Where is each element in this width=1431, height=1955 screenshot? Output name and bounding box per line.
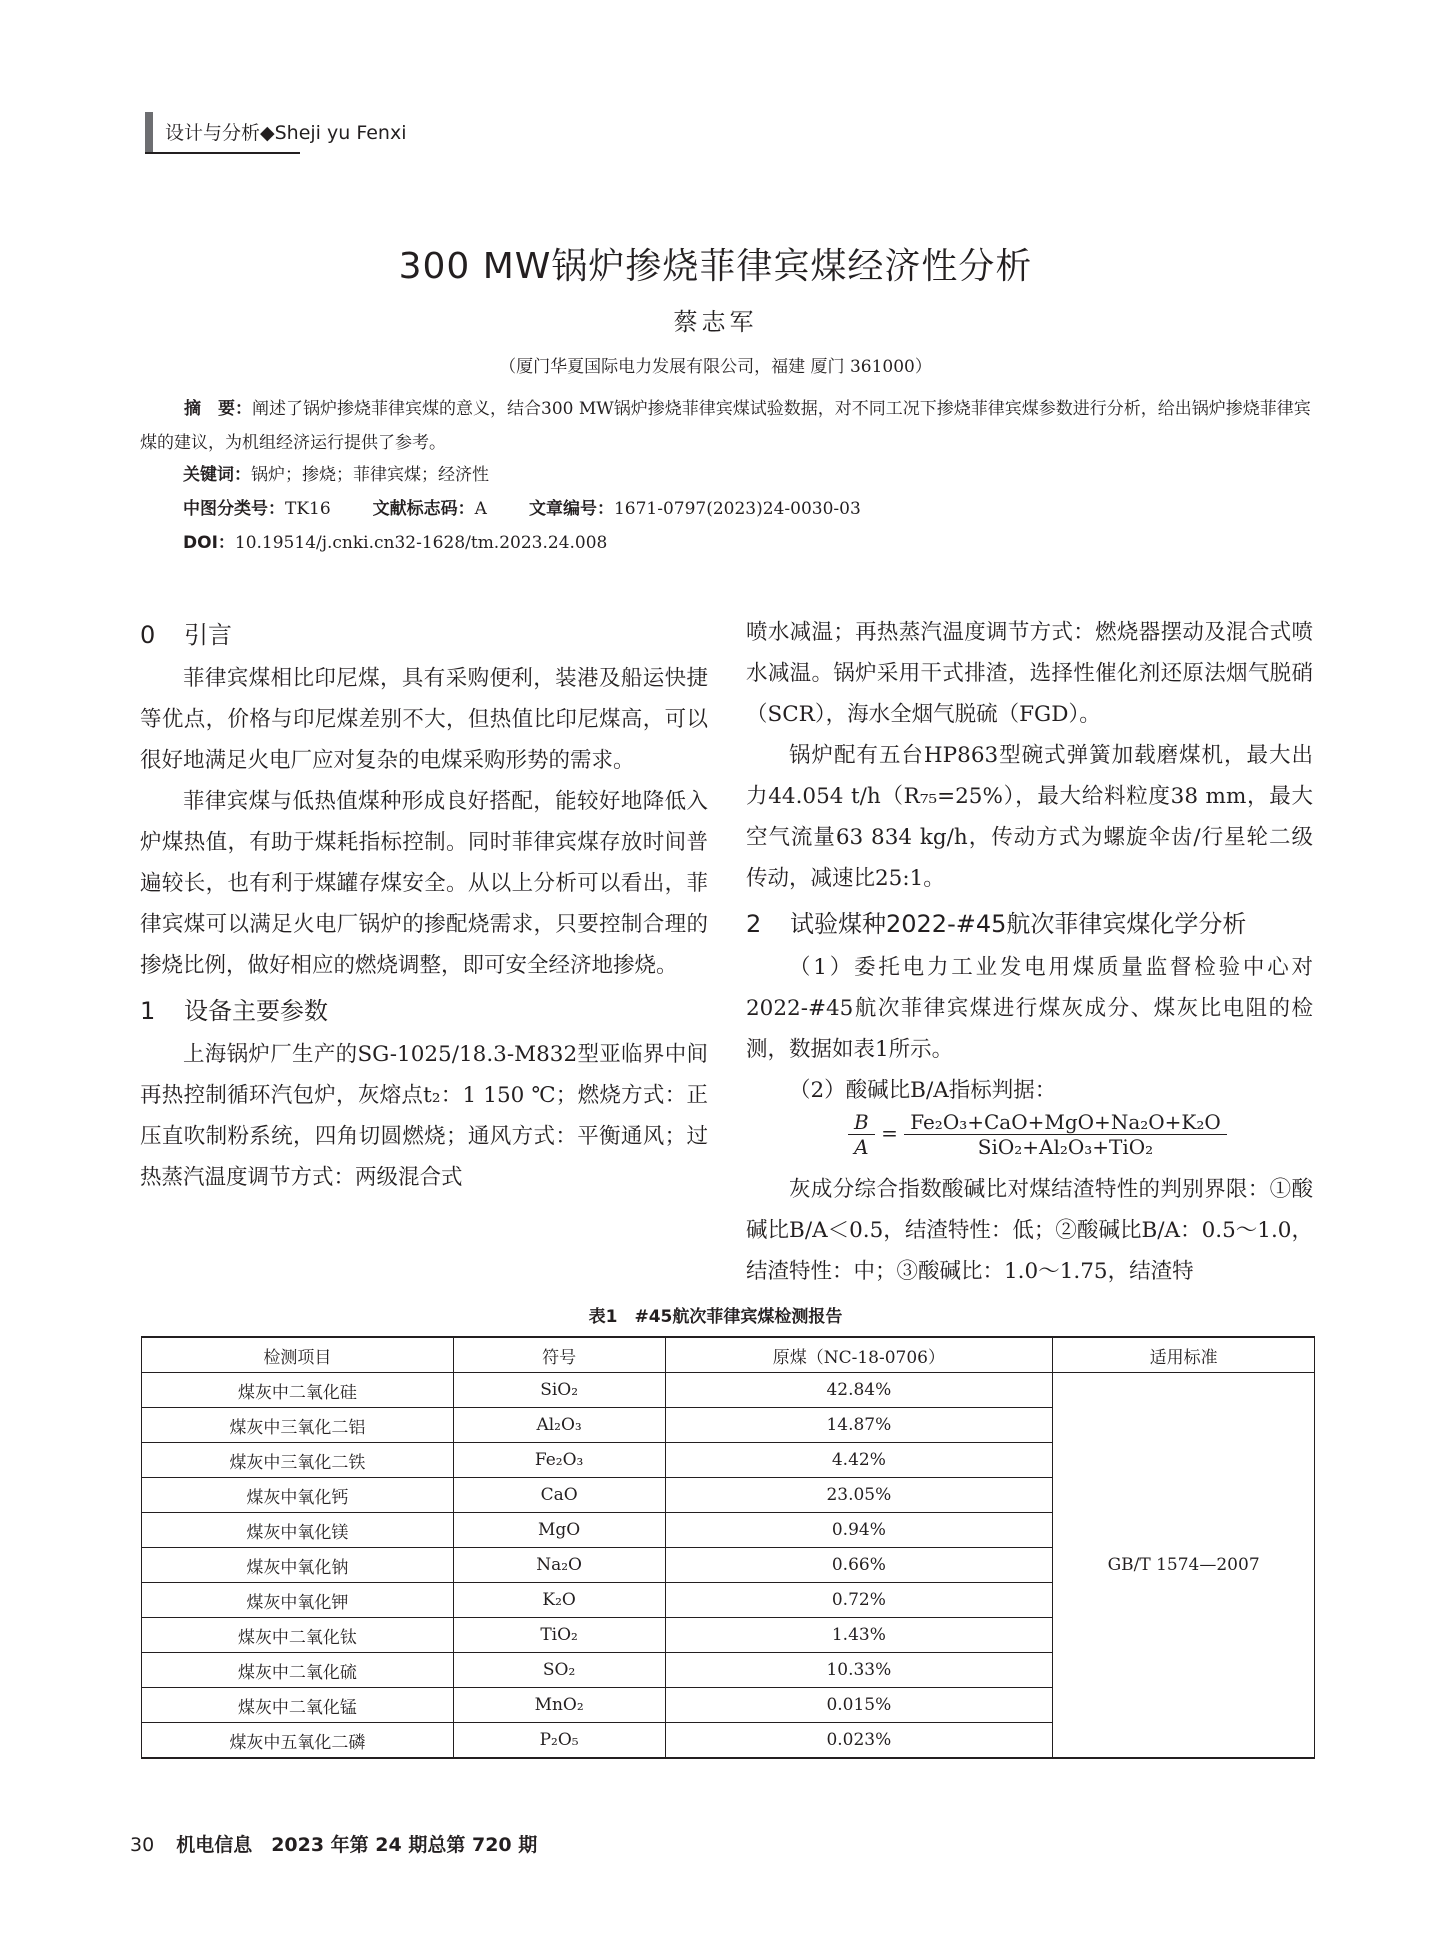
section-0-paragraph-2: 菲律宾煤与低热值煤种形成良好搭配，能较好地降低入炉煤热值，有助于煤耗指标控制。同时菲律宾煤存放时间普遍较长，也有利于煤罐存煤安全。从以上分析可以看出，菲律宾煤可以满足火电厂锅炉的掺配烧需求，只要控制合理的掺烧比例，做好相应的燃烧调整，即可安全经济地掺烧。 bbox=[140, 789, 708, 978]
test-report-table bbox=[141, 1336, 1315, 1759]
section-tag-rule bbox=[145, 152, 300, 154]
cell-value: 10.33% bbox=[665, 1653, 1053, 1688]
clc-label: 中图分类号： bbox=[183, 499, 285, 519]
section-1-title: 设备主要参数 bbox=[184, 997, 328, 1025]
cell-symbol: SO₂ bbox=[453, 1653, 665, 1688]
cell-standard: GB/T 1574—2007 bbox=[1053, 1373, 1315, 1759]
formula-numerator: Fe₂O₃+CaO+MgO+Na₂O+K₂O bbox=[904, 1110, 1227, 1135]
section-1-paragraph-2: 锅炉配有五台HP863型碗式弹簧加载磨煤机，最大出力44.054 t/h（R₇₅=25%），最大给料粒度38 mm，最大空气流量63 834 kg/h，传动方式为螺旋伞齿/行星轮二级传动，减速比25:1。 bbox=[746, 743, 1313, 891]
keywords-text: 锅炉；掺烧；菲律宾煤；经济性 bbox=[251, 465, 489, 485]
formula-lhs-numerator: B bbox=[848, 1110, 875, 1135]
doc-code-label: 文献标志码： bbox=[372, 499, 475, 519]
left-column bbox=[140, 612, 708, 1198]
formula-lhs bbox=[848, 1110, 875, 1159]
section-0-heading bbox=[140, 612, 708, 658]
header-standard: 适用标准 bbox=[1053, 1337, 1315, 1373]
article-affiliation: （厦门华夏国际电力发展有限公司，福建 厦门 361000） bbox=[499, 357, 932, 377]
section-0-title: 引言 bbox=[184, 621, 232, 649]
cell-item: 煤灰中氧化钠 bbox=[142, 1548, 454, 1583]
cell-symbol: MgO bbox=[453, 1513, 665, 1548]
formula-equals: = bbox=[881, 1121, 898, 1145]
keywords-line bbox=[183, 460, 489, 485]
cell-item: 煤灰中氧化镁 bbox=[142, 1513, 454, 1548]
table-row bbox=[142, 1373, 1315, 1408]
section-1-heading bbox=[140, 988, 708, 1034]
acid-base-ratio-formula bbox=[848, 1110, 1227, 1159]
article-title: 300 MW锅炉掺烧菲律宾煤经济性分析 bbox=[398, 246, 1033, 287]
cell-item: 煤灰中二氧化钛 bbox=[142, 1618, 454, 1653]
cell-item: 煤灰中二氧化锰 bbox=[142, 1688, 454, 1723]
classification-line bbox=[183, 494, 861, 519]
abstract-paragraph bbox=[140, 392, 1315, 460]
cell-symbol: SiO₂ bbox=[453, 1373, 665, 1408]
doi-value: 10.19514/j.cnki.cn32-1628/tm.2023.24.008 bbox=[234, 533, 608, 553]
header-item: 检测项目 bbox=[142, 1337, 454, 1373]
section-2-paragraph-2: （2）酸碱比B/A指标判据： bbox=[789, 1078, 1057, 1103]
abstract-label: 摘 要： bbox=[184, 399, 252, 419]
page-footer bbox=[130, 1830, 537, 1857]
cell-item: 煤灰中三氧化二铝 bbox=[142, 1408, 454, 1443]
cell-value: 14.87% bbox=[665, 1408, 1053, 1443]
section-2-heading bbox=[746, 901, 1313, 947]
cell-symbol: Fe₂O₃ bbox=[453, 1443, 665, 1478]
doc-code-value: A bbox=[474, 499, 487, 519]
formula-rhs bbox=[904, 1110, 1227, 1159]
cell-symbol: TiO₂ bbox=[453, 1618, 665, 1653]
formula-lhs-denominator: A bbox=[854, 1135, 869, 1159]
cell-symbol: Al₂O₃ bbox=[453, 1408, 665, 1443]
cell-item: 煤灰中氧化钙 bbox=[142, 1478, 454, 1513]
article-author: 蔡志军 bbox=[673, 308, 758, 336]
cell-item: 煤灰中二氧化硅 bbox=[142, 1373, 454, 1408]
section-0-number: 0 bbox=[140, 621, 156, 649]
cell-symbol: K₂O bbox=[453, 1583, 665, 1618]
abstract-block bbox=[140, 392, 1315, 460]
section-2-number: 2 bbox=[746, 910, 762, 938]
section-0-paragraph-1: 菲律宾煤相比印尼煤，具有采购便利，装港及船运快捷等优点，价格与印尼煤差别不大，但热值比印尼煤高，可以很好地满足火电厂应对复杂的电煤采购形势的需求。 bbox=[140, 666, 708, 773]
cell-item: 煤灰中二氧化硫 bbox=[142, 1653, 454, 1688]
section-2-paragraph-1: （1）委托电力工业发电用煤质量监督检验中心对2022-#45航次菲律宾煤进行煤灰成分、煤灰比电阻的检测，数据如表1所示。 bbox=[746, 955, 1313, 1062]
header-symbol: 符号 bbox=[453, 1337, 665, 1373]
journal-info: 机电信息 2023 年第 24 期总第 720 期 bbox=[176, 1834, 538, 1856]
header-raw-coal: 原煤（NC-18-0706） bbox=[665, 1337, 1053, 1373]
page-number: 30 bbox=[130, 1834, 155, 1856]
cell-item: 煤灰中五氧化二磷 bbox=[142, 1723, 454, 1759]
abstract-text: 阐述了锅炉掺烧菲律宾煤的意义，结合300 MW锅炉掺烧菲律宾煤试验数据，对不同工况下掺烧菲律宾煤参数进行分析，给出锅炉掺烧菲律宾煤的建议，为机组经济运行提供了参考。 bbox=[140, 399, 1311, 453]
article-no-value: 1671-0797(2023)24-0030-03 bbox=[613, 499, 861, 519]
cell-value: 1.43% bbox=[665, 1618, 1053, 1653]
section-1-number: 1 bbox=[140, 997, 156, 1025]
cell-symbol: CaO bbox=[453, 1478, 665, 1513]
section-2-paragraph-3: 灰成分综合指数酸碱比对煤结渣特性的判别界限：①酸碱比B/A＜0.5，结渣特性：低；②酸碱比B/A：0.5～1.0，结渣特性：中；③酸碱比：1.0～1.75，结渣特 bbox=[746, 1177, 1313, 1284]
cell-value: 0.015% bbox=[665, 1688, 1053, 1723]
cell-value: 0.72% bbox=[665, 1583, 1053, 1618]
section-tag-bar bbox=[145, 112, 153, 152]
section-1-paragraph-1-continued: 喷水减温；再热蒸汽温度调节方式：燃烧器摆动及混合式喷水减温。锅炉采用干式排渣，选择性催化剂还原法烟气脱硝（SCR），海水全烟气脱硫（FGD）。 bbox=[746, 620, 1313, 727]
section-1-paragraph-1: 上海锅炉厂生产的SG-1025/18.3-M832型亚临界中间再热控制循环汽包炉，灰熔点t₂：1 150 ℃；燃烧方式：正压直吹制粉系统，四角切圆燃烧；通风方式：平衡通风；过热蒸汽温度调节方式：两级混合式 bbox=[140, 1042, 708, 1190]
section-2-title: 试验煤种2022-#45航次菲律宾煤化学分析 bbox=[790, 910, 1247, 938]
keywords-label: 关键词： bbox=[183, 465, 251, 485]
doi-label: DOI： bbox=[183, 533, 235, 553]
article-no-label: 文章编号： bbox=[528, 499, 614, 519]
cell-value: 0.94% bbox=[665, 1513, 1053, 1548]
cell-value: 0.66% bbox=[665, 1548, 1053, 1583]
cell-symbol: Na₂O bbox=[453, 1548, 665, 1583]
cell-value: 42.84% bbox=[665, 1373, 1053, 1408]
cell-item: 煤灰中三氧化二铁 bbox=[142, 1443, 454, 1478]
right-column bbox=[746, 612, 1313, 1292]
cell-value: 23.05% bbox=[665, 1478, 1053, 1513]
doi-line bbox=[183, 528, 607, 553]
cell-value: 4.42% bbox=[665, 1443, 1053, 1478]
table-header-row bbox=[142, 1337, 1315, 1373]
cell-symbol: P₂O₅ bbox=[453, 1723, 665, 1759]
table-caption: 表1 #45航次菲律宾煤检测报告 bbox=[588, 1307, 843, 1327]
section-tag-text: 设计与分析◆Sheji yu Fenxi bbox=[165, 122, 407, 144]
cell-value: 0.023% bbox=[665, 1723, 1053, 1759]
cell-symbol: MnO₂ bbox=[453, 1688, 665, 1723]
clc-value: TK16 bbox=[285, 499, 331, 519]
cell-item: 煤灰中氧化钾 bbox=[142, 1583, 454, 1618]
formula-denominator: SiO₂+Al₂O₃+TiO₂ bbox=[977, 1135, 1154, 1159]
